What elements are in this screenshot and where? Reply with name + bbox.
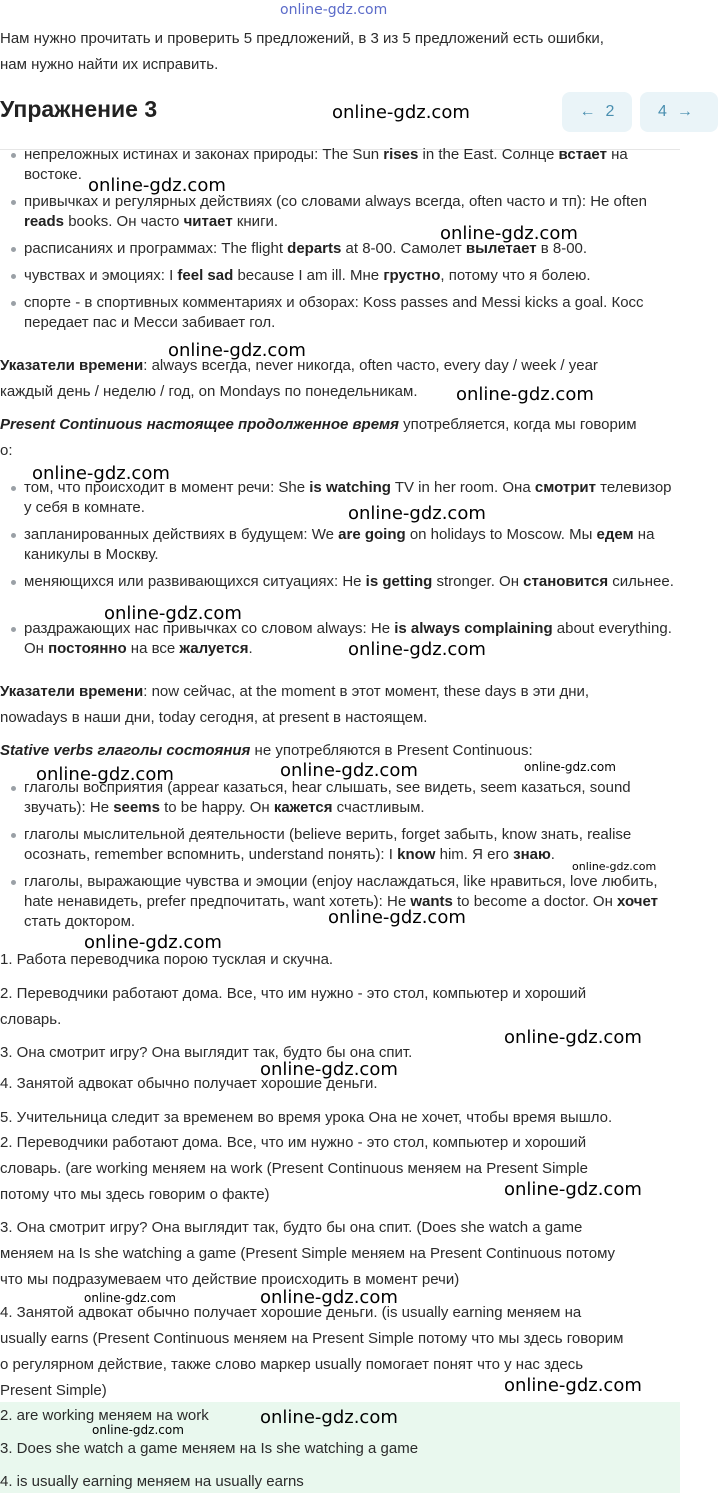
time-markers-continuous-2: nowadays в наши дни, today сегодня, at present в настоящем.	[0, 709, 428, 726]
watermark: online-gdz.com	[88, 175, 226, 196]
watermark: online-gdz.com	[84, 1291, 176, 1305]
correction-line: о регулярном действие, также слово маркер usually помогает понят что у нас здесь	[0, 1356, 584, 1373]
list-item: меняющихся или развивающихся ситуациях: He is getting stronger. Он становится сильнее.	[24, 572, 680, 592]
arrow-right-icon: →	[676, 103, 693, 120]
correction-line: потому что мы здесь говорим о факте)	[0, 1186, 270, 1203]
correction-line: 2. Переводчики работают дома. Все, что им нужно - это стол, компьютер и хороший	[0, 1134, 587, 1151]
watermark: online-gdz.com	[456, 384, 594, 405]
top-watermark: online-gdz.com	[280, 2, 388, 18]
next-page-number: 4	[658, 103, 667, 120]
sentence-2-cont: словарь.	[0, 1011, 62, 1028]
watermark: online-gdz.com	[504, 1375, 642, 1396]
list-item: спорте - в спортивных комментариях и обзорах: Koss passes and Messi kicks a goal. Косс передает пас и Месси забивает гол.	[24, 293, 680, 333]
list-item: глаголы мыслительной деятельности (believe верить, forget забыть, know знать, realise осознать, remember вспомнить, understand понять): I know him. Я его знаю.	[24, 825, 680, 865]
list-item: чувствах и эмоциях: I feel sad because I am ill. Мне грустно, потому что я болею.	[24, 266, 680, 286]
prev-page-button[interactable]	[562, 92, 632, 132]
next-page-button[interactable]	[640, 92, 718, 132]
correction-line: 4. Занятой адвокат обычно получает хорошие деньги. (is usually earning меняем на	[0, 1304, 582, 1321]
watermark: online-gdz.com	[332, 102, 470, 123]
watermark: online-gdz.com	[84, 932, 222, 953]
answer-line: 4. is usually earning меняем на usually earns	[0, 1473, 304, 1490]
time-markers-continuous-1: Указатели времени: now сейчас, at the moment в этот момент, these days в эти дни,	[0, 683, 590, 700]
correction-line: словарь. (are working меняем на work (Present Continuous меняем на Present Simple	[0, 1160, 588, 1177]
list-item: непреложных истинах и законах природы: The Sun rises in the East. Солнце встает на востоке.	[24, 145, 680, 185]
correction-line: usually earns (Present Continuous меняем на Present Simple потому что мы здесь говорим	[0, 1330, 624, 1347]
watermark: online-gdz.com	[280, 760, 418, 781]
answer-line: 2. are working меняем на work	[0, 1407, 209, 1424]
watermark: online-gdz.com	[348, 503, 486, 524]
watermark: online-gdz.com	[504, 1027, 642, 1048]
list-item: глаголы восприятия (appear казаться, hear слышать, see видеть, seem казаться, sound звучать): He seems to be happy. Он кажется счастливым.	[24, 778, 680, 818]
watermark: online-gdz.com	[572, 860, 657, 873]
watermark: online-gdz.com	[260, 1059, 398, 1080]
watermark: online-gdz.com	[32, 463, 170, 484]
sentence-1: 1. Работа переводчика порою тусклая и скучна.	[0, 951, 334, 968]
list-item: запланированных действиях в будущем: We are going on holidays to Moscow. Мы едем на каникулы в Москву.	[24, 525, 680, 565]
watermark: online-gdz.com	[36, 764, 174, 785]
present-continuous-heading-2: о:	[0, 442, 13, 459]
correction-line: что мы подразумеваем что действие происходить в момент речи)	[0, 1271, 460, 1288]
watermark: online-gdz.com	[504, 1179, 642, 1200]
correction-line: Present Simple)	[0, 1382, 107, 1399]
watermark: online-gdz.com	[260, 1287, 398, 1308]
sentence-3: 3. Она смотрит игру? Она выглядит так, будто бы она спит.	[0, 1044, 413, 1061]
arrow-left-icon: ←	[579, 103, 596, 120]
sentence-4: 4. Занятой адвокат обычно получает хорошие деньги.	[0, 1075, 378, 1092]
prev-page-number: 2	[605, 103, 615, 120]
watermark: online-gdz.com	[104, 603, 242, 624]
watermark: online-gdz.com	[348, 639, 486, 660]
list-item: раздражающих нас привычках со словом always: He is always complaining about everything. Он постоянно на все жалуется.	[24, 619, 680, 659]
watermark: online-gdz.com	[440, 223, 578, 244]
list-item: глаголы, выражающие чувства и эмоции (enjoy наслаждаться, like нравиться, love любить, hate ненавидеть, prefer предпочитать, want хотеть): He wants to become a doctor. Он хочет стать доктором.	[24, 872, 680, 932]
correction-line: 3. Она смотрит игру? Она выглядит так, будто бы она спит. (Does she watch a game	[0, 1219, 583, 1236]
answer-line: 3. Does she watch a game меняем на Is she watching a game	[0, 1440, 419, 1457]
stative-verbs-heading: Stative verbs глаголы состояния не употребляются в Present Continuous:	[0, 742, 533, 759]
sentence-2: 2. Переводчики работают дома. Все, что им нужно - это стол, компьютер и хороший	[0, 985, 587, 1002]
present-continuous-heading: Present Continuous настоящее продолженное время употребляется, когда мы говорим	[0, 416, 637, 433]
watermark: online-gdz.com	[260, 1407, 398, 1428]
correction-line: меняем на Is she watching a game (Present Simple меняем на Present Continuous потому	[0, 1245, 616, 1262]
sentence-5: 5. Учительница следит за временем во время урока Она не хочет, чтобы время вышло.	[0, 1109, 613, 1126]
watermark: online-gdz.com	[92, 1423, 184, 1437]
watermark: online-gdz.com	[524, 760, 616, 774]
page-title: Упражнение 3	[0, 96, 158, 122]
time-markers-simple-1: Указатели времени: always всегда, never никогда, often часто, every day / week / year	[0, 357, 598, 374]
intro-line-2: нам нужно найти их исправить.	[0, 56, 219, 73]
time-markers-simple-2: каждый день / неделю / год, on Mondays по понедельникам.	[0, 383, 418, 400]
list-item: привычках и регулярных действиях (со словами always всегда, often часто и тп): He often reads books. Он часто читает книги.	[24, 192, 680, 232]
watermark: online-gdz.com	[328, 907, 466, 928]
watermark: online-gdz.com	[168, 340, 306, 361]
list-item: том, что происходит в момент речи: She is watching TV in her room. Она смотрит телевизор у себя в комнате.	[24, 478, 680, 518]
list-item: расписаниях и программах: The flight departs at 8-00. Самолет вылетает в 8-00.	[24, 239, 680, 259]
intro-line-1: Нам нужно прочитать и проверить 5 предложений, в 3 из 5 предложений есть ошибки,	[0, 30, 604, 47]
